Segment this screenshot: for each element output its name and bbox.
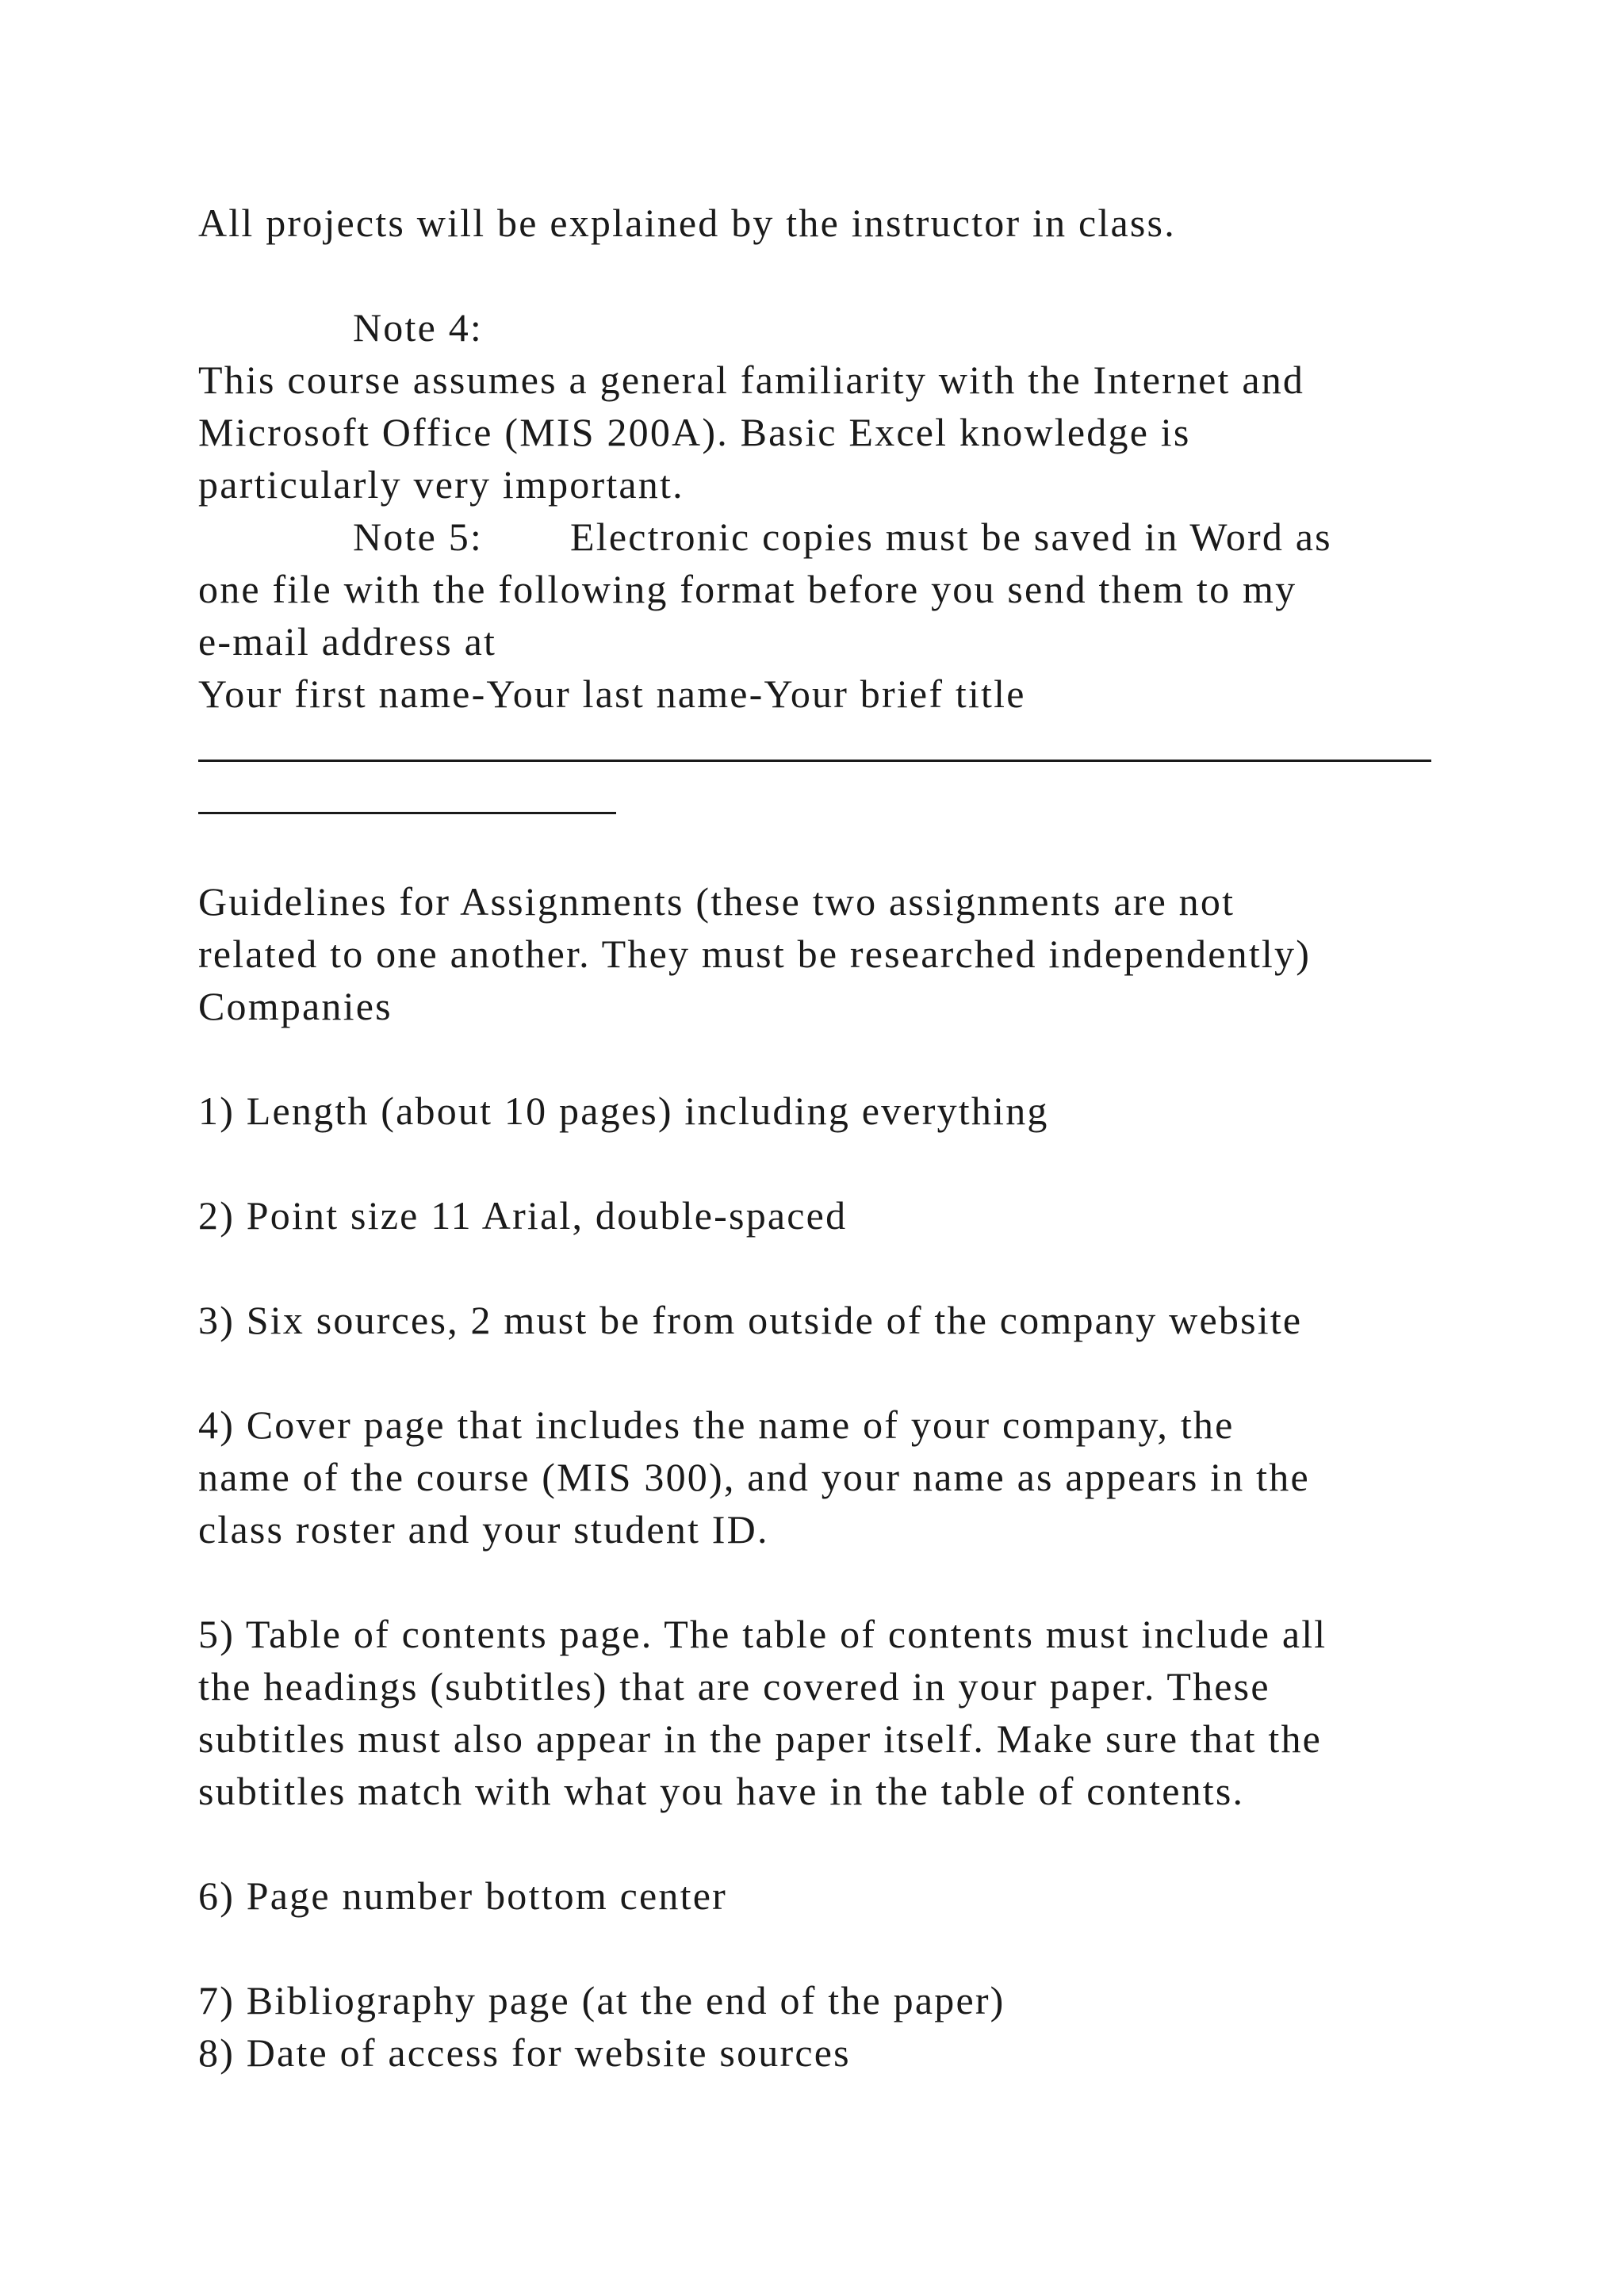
list-item: 5) Table of contents page. The table of contents must include all: [198, 1612, 1327, 1656]
note-5-line: one file with the following format before you send them to my: [198, 567, 1297, 611]
list-item-continued: the headings (subtitles) that are covered in your paper. These: [198, 1664, 1270, 1709]
note-4-line: This course assumes a general familiarity with the Internet and: [198, 358, 1305, 402]
list-item: 1) Length (about 10 pages) including everything: [198, 1089, 1049, 1133]
intro-line: All projects will be explained by the instructor in class.: [198, 201, 1176, 245]
list-item: 3) Six sources, 2 must be from outside of the company website: [198, 1298, 1303, 1342]
list-item-continued: name of the course (MIS 300), and your name as appears in the: [198, 1455, 1310, 1499]
separator-line: [198, 812, 616, 814]
guidelines-line: related to one another. They must be researched independently): [198, 932, 1312, 976]
note-5-text: Electronic copies must be saved in Word as: [569, 515, 1332, 559]
list-item: 8) Date of access for website sources: [198, 2030, 851, 2075]
note-4-line: Microsoft Office (MIS 200A). Basic Excel knowledge is: [198, 410, 1191, 454]
note-5-first-line: [353, 511, 1332, 563]
list-item: 7) Bibliography page (at the end of the paper): [198, 1978, 1005, 2022]
note-4-label: Note 4:: [353, 305, 483, 350]
list-item: 2) Point size 11 Arial, double-spaced: [198, 1193, 848, 1238]
note-5-label: Note 5:: [353, 515, 483, 559]
note-5-line: e-mail address at: [198, 619, 497, 664]
list-item: 6) Page number bottom center: [198, 1873, 727, 1918]
guidelines-line: Guidelines for Assignments (these two assignments are not: [198, 879, 1235, 924]
list-item-continued: subtitles must also appear in the paper itself. Make sure that the: [198, 1716, 1323, 1761]
list-item-continued: class roster and your student ID.: [198, 1507, 769, 1552]
list-item-continued: subtitles match with what you have in the table of contents.: [198, 1769, 1245, 1813]
note-4-line: particularly very important.: [198, 462, 684, 507]
note-5-line: Your first name-Your last name-Your brief title: [198, 672, 1026, 716]
guidelines-line: Companies: [198, 984, 393, 1028]
separator-line: [198, 760, 1431, 762]
list-item: 4) Cover page that includes the name of your company, the: [198, 1402, 1235, 1447]
